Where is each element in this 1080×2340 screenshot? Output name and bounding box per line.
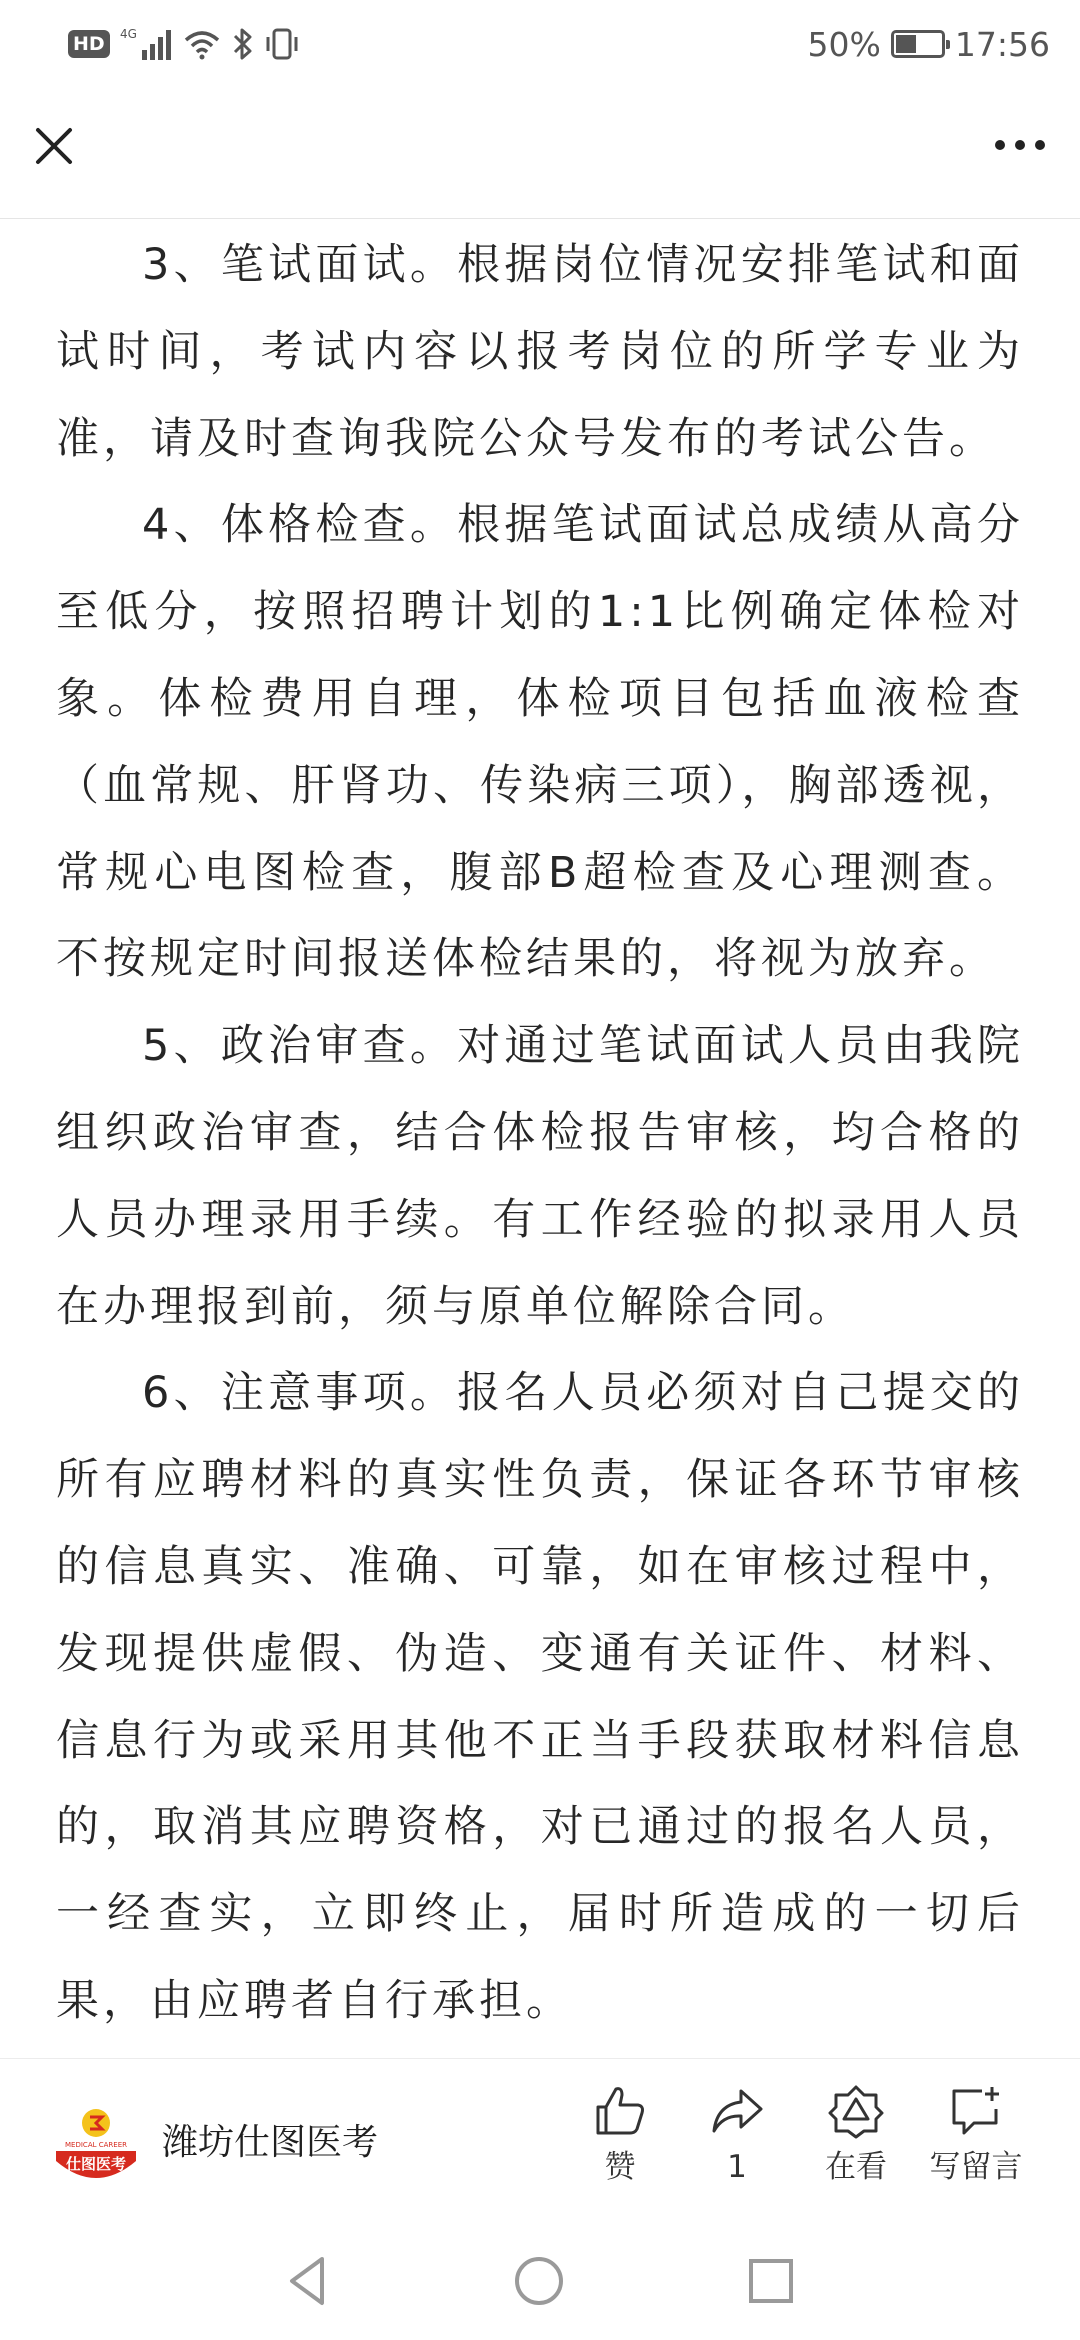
more-icon[interactable] — [990, 130, 1050, 160]
logo-text: 仕图医考 — [65, 2155, 127, 2173]
status-right — [808, 20, 1050, 68]
account-name[interactable]: 潍坊仕图医考 — [162, 2122, 379, 2163]
vibrate-icon — [264, 27, 300, 61]
article-paragraph: 6、注意事项。报名人员必须对自己提交的所有应聘材料的真实性负责，保证各环节审核的信息真实、准确、可靠，如在审核过程中，发现提供虚假、伪造、变通有关证件、材料、信息行为或采用其他不正当手段获取材料信息的，取消其应聘资格，对已通过的报名人员，一经查实，立即终止，届时所造成的一切后果，由应聘者自行承担。 — [56, 1368, 1024, 2026]
home-icon[interactable] — [509, 2251, 569, 2311]
comment-button[interactable] — [916, 2083, 1036, 2203]
like-button[interactable] — [560, 2083, 680, 2203]
battery-icon — [891, 30, 945, 58]
signal-icon — [120, 26, 172, 62]
share-icon — [709, 2083, 765, 2139]
watching-icon — [828, 2083, 884, 2139]
bottom-action-bar — [0, 2058, 1080, 2224]
recent-apps-icon[interactable] — [741, 2251, 801, 2311]
hd-badge: HD — [68, 30, 110, 58]
network-type: 4G — [119, 27, 137, 41]
wifi-icon — [182, 28, 222, 60]
battery-level — [896, 35, 916, 53]
share-button[interactable] — [677, 2083, 797, 2203]
comment-add-icon — [948, 2083, 1004, 2139]
system-nav-bar — [0, 2223, 1080, 2340]
article-paragraph: 3、笔试面试。根据岗位情况安排笔试和面试时间，考试内容以报考岗位的所学专业为准，请及时查询我院公众号发布的考试公告。 — [56, 240, 1024, 464]
back-icon[interactable] — [278, 2251, 338, 2311]
top-nav — [0, 90, 1080, 219]
clock: 17:56 — [954, 24, 1050, 64]
article-paragraph: 5、政治审查。对通过笔试面试人员由我院组织政治审查，结合体检报告审核，均合格的人员办理录用手续。有工作经验的拟录用人员在办理报到前，须与原单位解除合同。 — [56, 1021, 1024, 1332]
close-icon[interactable] — [30, 122, 78, 170]
watching-button[interactable] — [796, 2083, 916, 2203]
status-bar — [0, 0, 1080, 90]
account-logo[interactable] — [52, 2099, 140, 2187]
comment-label: 写留言 — [929, 2149, 1023, 2185]
thumbs-up-icon — [592, 2083, 648, 2139]
status-left — [68, 24, 300, 64]
like-label: 赞 — [604, 2149, 636, 2185]
battery-percent: 50% — [807, 24, 881, 64]
share-count: 1 — [727, 2149, 747, 2185]
logo-small-text: MEDICAL CAREER — [65, 2141, 127, 2149]
watching-label: 在看 — [825, 2149, 887, 2185]
article-paragraph: 4、体格检查。根据笔试面试总成绩从高分至低分，按照招聘计划的1:1比例确定体检对象。体检费用自理，体检项目包括血液检查（血常规、肝肾功、传染病三项），胸部透视，常规心电图检查，腹部B超检查及心理测查。不按规定时间报送体检结果的，将视为放弃。 — [56, 500, 1024, 985]
article-content — [56, 218, 1024, 2058]
bluetooth-icon — [232, 27, 254, 61]
